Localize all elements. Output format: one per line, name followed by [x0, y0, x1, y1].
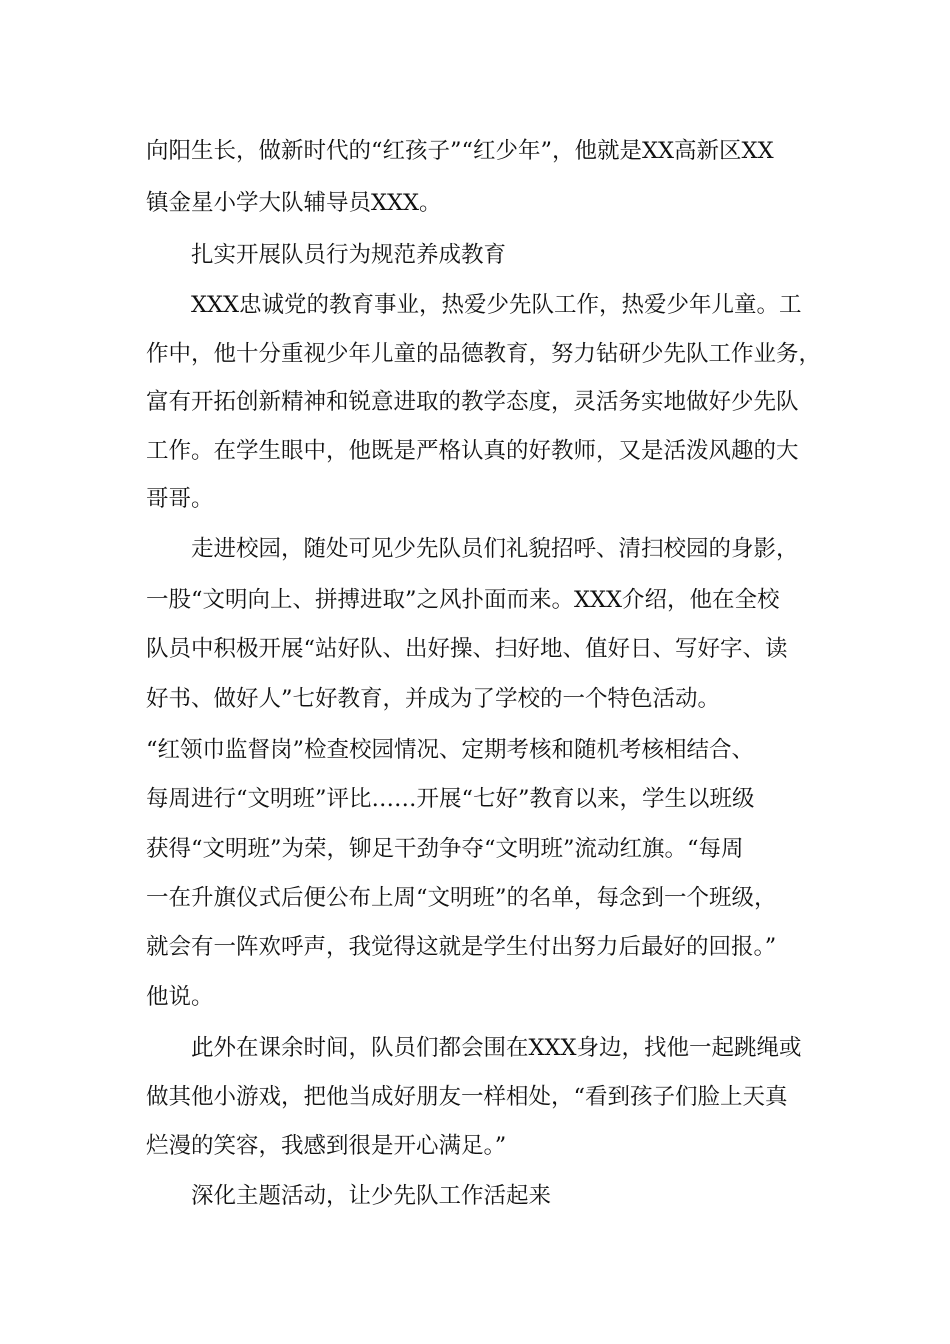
text-line: 好书、做好人”七好教育，并成为了学校的一个特色活动。 — [146, 686, 721, 712]
text-line: 队员中积极开展“站好队、出好操、扫好地、值好日、写好字、读 — [146, 636, 788, 662]
text-line: 一股“文明向上、拼搏进取”之风扑面而来。XXX介绍，他在全校 — [146, 587, 780, 613]
text-line: XXX忠诚党的教育事业，热爱少先队工作，热爱少年儿童。工 — [191, 292, 802, 318]
text-line: 就会有一阵欢呼声，我觉得这就是学生付出努力后最好的回报。” — [146, 934, 777, 960]
text-line: 此外在课余时间，队员们都会围在XXX身边，找他一起跳绳或 — [191, 1035, 802, 1061]
text-line: 烂漫的笑容，我感到很是开心满足。” — [146, 1133, 507, 1159]
text-line: “红领巾监督岗”检查校园情况、定期考核和随机考核相结合、 — [146, 737, 755, 763]
text-line: 每周进行“文明班”评比……开展“七好”教育以来，学生以班级 — [146, 786, 755, 812]
text-line: 获得“文明班”为荣，铆足干劲争夺“文明班”流动红旗。“每周 — [146, 836, 744, 862]
section-heading: 深化主题活动，让少先队工作活起来 — [191, 1183, 552, 1209]
text-line: 工作。在学生眼中，他既是严格认真的好教师，又是活泼风趣的大 — [146, 438, 799, 464]
text-line: 走进校园，随处可见少先队员们礼貌招呼、清扫校园的身影， — [191, 536, 799, 562]
text-line: 富有开拓创新精神和锐意进取的教学态度，灵活务实地做好少先队 — [146, 389, 799, 415]
text-line: 作中，他十分重视少年儿童的品德教育，努力钻研少先队工作业务， — [146, 341, 822, 367]
text-line: 向阳生长，做新时代的“红孩子”“红少年”，他就是XX高新区XX — [146, 138, 774, 164]
text-line: 做其他小游戏，把他当成好朋友一样相处，“看到孩子们脸上天真 — [146, 1084, 788, 1110]
section-heading: 扎实开展队员行为规范养成教育 — [191, 242, 507, 268]
text-line: 镇金星小学大队辅导员XXX。 — [146, 190, 442, 216]
text-line: 一在升旗仪式后便公布上周“文明班”的名单，每念到一个班级， — [146, 885, 777, 911]
text-line: 哥哥。 — [146, 486, 214, 512]
text-line: 他说。 — [146, 984, 214, 1010]
